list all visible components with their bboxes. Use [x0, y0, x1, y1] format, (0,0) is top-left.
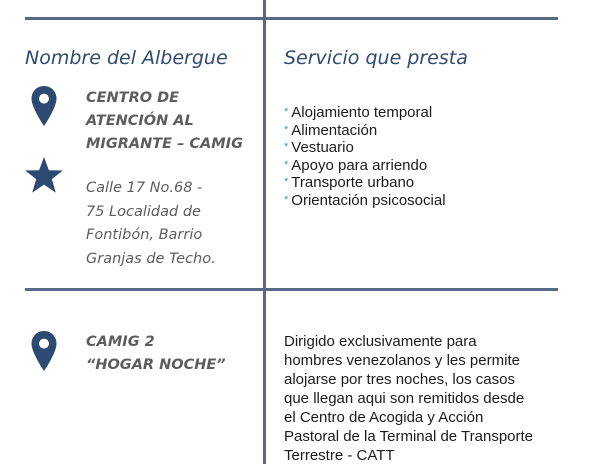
bullet-icon: *	[284, 141, 289, 153]
shelter-name-line: “HOGAR NOCHE”	[86, 357, 226, 373]
shelter-name-line: ATENCIÓN AL	[86, 113, 194, 129]
shelter-name-line: CAMIG 2	[86, 334, 155, 350]
bullet-icon: *	[284, 106, 289, 118]
list-item	[284, 104, 446, 122]
description-line: el Centro de Acogida y Acción	[284, 409, 484, 426]
services-list	[284, 104, 446, 209]
service-label: Alimentación	[291, 121, 378, 139]
star-icon	[24, 156, 64, 194]
address-line: Calle 17 No.68 -	[86, 180, 203, 196]
bullet-icon: *	[284, 158, 289, 171]
shelter-name-line: CENTRO DE	[86, 90, 180, 106]
table-row-divider	[25, 288, 558, 291]
service-description	[284, 332, 533, 465]
location-pin-icon	[30, 85, 58, 127]
description-line: hombres venezolanos y les permite	[284, 352, 520, 369]
description-line: alojarse por tres noches, los casos	[284, 371, 515, 388]
shelter-address	[86, 177, 216, 271]
list-item	[284, 122, 446, 140]
list-item	[284, 139, 446, 157]
column-header-service: Servicio que presta	[284, 47, 468, 69]
location-pin-icon	[30, 330, 58, 372]
address-line: Granjas de Techo.	[86, 250, 216, 267]
shelter-name-line: MIGRANTE – CAMIG	[86, 136, 243, 152]
service-label: Transporte urbano	[291, 174, 415, 191]
address-line: Fontibón, Barrio	[86, 227, 203, 243]
bullet-icon: *	[284, 123, 289, 136]
table-column-divider	[263, 0, 266, 464]
description-line: Dirigido exclusivamente para	[284, 333, 477, 350]
list-item	[284, 157, 446, 175]
service-label: Alojamiento temporal	[291, 104, 433, 121]
description-line: Pastoral de la Terminal de Transporte	[284, 428, 534, 445]
list-item	[284, 192, 446, 210]
description-line: Terrestre - CATT	[284, 447, 395, 464]
service-label: Vestuario	[291, 139, 354, 156]
shelter-name-camig2	[86, 331, 226, 377]
column-header-name: Nombre del Albergue	[25, 47, 228, 69]
bullet-icon: *	[284, 193, 289, 206]
description-line: que llegan aqui son remitidos desde	[284, 390, 525, 407]
shelter-name-camig	[86, 87, 243, 156]
list-item	[284, 174, 446, 192]
service-label: Apoyo para arriendo	[291, 156, 428, 174]
service-label: Orientación psicosocial	[291, 191, 446, 209]
bullet-icon: *	[284, 176, 289, 188]
table-top-rule	[25, 17, 558, 20]
address-line: 75 Localidad de	[86, 203, 201, 220]
